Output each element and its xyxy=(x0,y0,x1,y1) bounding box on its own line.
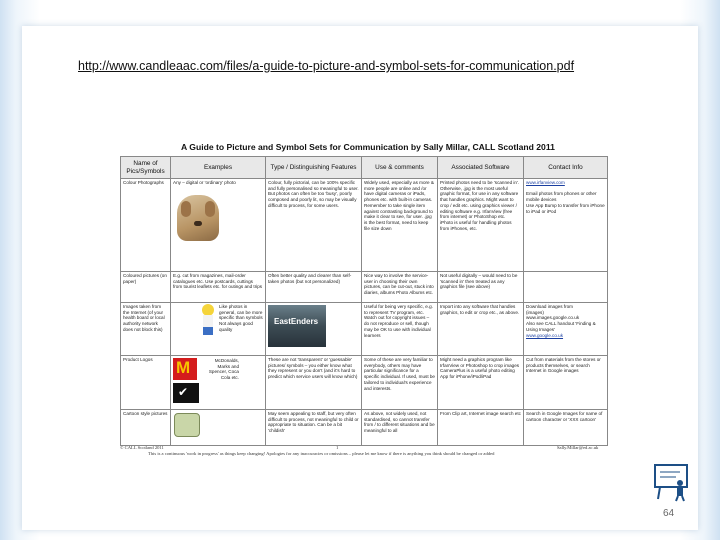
footer-page: 1 xyxy=(336,445,339,450)
footer-email: Sally.Millar@ed.ac.uk xyxy=(557,445,599,450)
irfanview-link[interactable]: www.irfanview.com xyxy=(526,180,565,185)
mcdonalds-logo-image: M xyxy=(173,358,197,380)
dog-photo-image xyxy=(177,195,219,241)
header-name: Name of Pics/Symbols xyxy=(121,157,171,179)
footer-note: This is a continuous 'work in progress' as things keep changing! Apologies for any inaccuracies or omissions – please let me know if there is anything you think should be changed or added xyxy=(148,451,495,456)
row-features: These are not 'transparent' or 'guessable' pictures/ symbols – you either know what they represent or you don't (and it's hard to predict which service users will know which) xyxy=(266,356,362,410)
row-contact xyxy=(524,272,608,303)
table-row xyxy=(121,356,608,410)
row-contact: Search in Google Images for name of cartoon character or 'XXX cartoon' xyxy=(524,410,608,446)
row-software: Might need a graphics program like IrfanView or Photoshop to crop images CameraPlus is a useful photo editing App for iPhone/iPod/iPad xyxy=(438,356,524,410)
guide-table xyxy=(120,156,608,446)
table-row xyxy=(121,303,608,356)
row-contact: www.irfanview.com Email photos from phones or other mobile devices Use App Bump to transfer from iPhone to iPad or iPod xyxy=(524,179,608,272)
google-link[interactable]: www.google.co.uk xyxy=(526,332,564,338)
slide-page-number: 64 xyxy=(663,508,675,519)
header-examples: Examples xyxy=(171,157,266,179)
header-use: Use & comments xyxy=(362,157,438,179)
teacher-at-board-icon xyxy=(652,462,692,502)
row-name: Product Logos xyxy=(121,356,171,410)
row-software: Import into any software that handles graphics, to edit or crop etc., as above. xyxy=(438,303,524,356)
cartoon-clipart-image xyxy=(174,413,200,437)
row-features: Often better quality and clearer than self-taken photos (but not personalized) xyxy=(266,272,362,303)
row-example: Any – digital or 'ordinary' photo xyxy=(171,179,266,272)
row-example: Like photos in general, can be more specific than symbols Not always good quality xyxy=(171,303,266,356)
row-features xyxy=(266,303,362,356)
row-example: M ✔ McDonalds, Marks and Spencer, Coca Cola etc. xyxy=(171,356,266,410)
row-contact: Cut from materials from the stores or products themselves, or search Internet in Google images xyxy=(524,356,608,410)
row-use: Some of these are very familiar to everybody, others may have particular significance for a specific individual. If used, must be tailored to individual's experience and interests. xyxy=(362,356,438,410)
footer-copyright: © CALL Scotland 2011 xyxy=(120,445,164,450)
header-software: Associated Software xyxy=(438,157,524,179)
row-features: May seem appealing to staff, but very often difficult to process, not meaningful to child or appropriate to situation. Can be a bit 'childish' xyxy=(266,410,362,446)
row-features: Colour, fully pictorial, can be 100% specific and fully personalised so meaningful to user. But photos can often be too 'busy', poorly composed and poorly lit, so may be visually difficult to process, for some users. xyxy=(266,179,362,272)
source-url-link[interactable]: http://www.candleaac.com/files/a-guide-to-picture-and-symbol-sets-for-communication.pdf xyxy=(78,59,575,73)
row-name: Coloured pictures (on paper) xyxy=(121,272,171,303)
row-name: Cartoon style pictures xyxy=(121,410,171,446)
row-software: Printed photos need to be 'scanned in'. Otherwise, .jpg is the most useful graphic format, for use in any software that handles graphics. Might want to crop / edit etc. using graphics viewer / editing software e.g. IrfanView (free from internet) or PhotoShop etc. iPhoto is useful for handling photos from iPhones, etc. xyxy=(438,179,524,272)
eastenders-image: EastEnders xyxy=(268,305,326,347)
header-contact: Contact Info xyxy=(524,157,608,179)
row-example xyxy=(171,410,266,446)
row-name: Colour Photographs xyxy=(121,179,171,272)
row-name: Images taken from the Internet (of your health board or local authority network does not block this) xyxy=(121,303,171,356)
row-use: Widely used, especially as more & more people are online and /or have digital cameras or iPads, phones etc. with built-in cameras. Remember to take single item against contrasting background to make it clear to see, for user. .jpg is the best format, need to keep file size down xyxy=(362,179,438,272)
header-features: Type / Distinguishing Features xyxy=(266,157,362,179)
table-row xyxy=(121,272,608,303)
row-example: E.g. cut from magazines, mail-order catalogues etc. Use postcards, cuttings from tourist leaflets etc. for outings and trips xyxy=(171,272,266,303)
homer-cartoon-image xyxy=(199,303,217,337)
document-title: A Guide to Picture and Symbol Sets for Communication by Sally Millar, CALL Scotland 2011 xyxy=(181,142,555,152)
table-row xyxy=(121,179,608,272)
row-contact: Download images from (images) www.images.google.co.uk Also see CALL handout 'Finding & Using Images' www.google.co.uk xyxy=(524,303,608,356)
nike-logo-image: ✔ xyxy=(173,383,199,403)
row-use: Nice way to involve the service-user in choosing their own pictures, can be cut-out, stuck into diaries, albums Photo Albums etc. xyxy=(362,272,438,303)
row-use: As above, not widely used, not standardised, so cannot transfer from / to different situations and be meaningful to all xyxy=(362,410,438,446)
table-header-row xyxy=(121,157,608,179)
row-use: Useful for being very specific, e.g. to represent TV program, etc. Watch out for copyright issues – do not reproduce or sell, though may be OK to use with individual learners xyxy=(362,303,438,356)
row-software: Not useful digitally – would need to be 'scanned in' then treated as any graphics file (see above) xyxy=(438,272,524,303)
row-software: From Clip art, Internet image search etc xyxy=(438,410,524,446)
table-row xyxy=(121,410,608,446)
